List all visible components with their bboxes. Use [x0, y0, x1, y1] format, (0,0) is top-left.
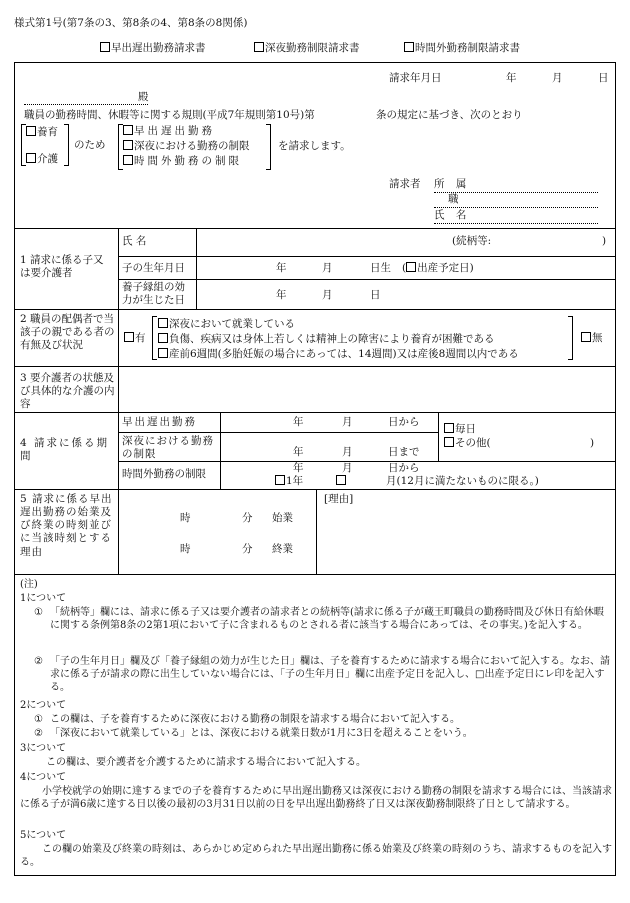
- divider: [118, 256, 616, 257]
- checkbox[interactable]: [581, 332, 591, 342]
- divider: [220, 412, 221, 489]
- section5-heading: 5 請求に係る早出遅出勤務の始業及び終業の時刻並びに当該時刻とする理由: [20, 493, 113, 558]
- checkbox[interactable]: [123, 155, 133, 165]
- adoption-date-label: 養子縁組の効力が生じた日: [122, 281, 185, 307]
- end-minute[interactable]: 分: [242, 543, 253, 555]
- divider: [14, 366, 616, 367]
- period-start-year[interactable]: 年: [293, 416, 304, 428]
- measure-option-early-late[interactable]: 早出遅出勤務: [123, 125, 215, 138]
- note2b-text: 「深夜において就業している」とは、深夜における就業日数が1月に3日を超えることをいう。: [50, 728, 473, 739]
- section1-heading: 1 請求に係る子又は要介護者: [20, 254, 104, 280]
- form-frame: [14, 62, 616, 876]
- note2a-mark: ①: [34, 714, 43, 725]
- checkbox[interactable]: [100, 42, 110, 52]
- request-date-year[interactable]: 年: [506, 72, 517, 84]
- divider: [118, 279, 616, 280]
- basis-text-continued: 条の規定に基づき、次のとおり: [376, 109, 523, 121]
- request-type-early-late[interactable]: 早出遅出勤務請求書: [100, 42, 206, 55]
- overtime-start-year[interactable]: 年: [293, 462, 304, 474]
- divider: [118, 366, 119, 412]
- position-label: 職: [448, 193, 459, 205]
- divider: [118, 412, 119, 489]
- divider: [14, 489, 616, 490]
- section1-name-label: 氏 名: [122, 235, 147, 247]
- note4-heading: 4について: [20, 772, 67, 783]
- overtime-start-month[interactable]: 月: [342, 462, 353, 474]
- period-row-early-late: 早出遅出勤務: [122, 416, 197, 428]
- addressee-line[interactable]: [24, 104, 148, 105]
- affiliation-label: 所 属: [434, 178, 471, 190]
- spouse-condition-maternity[interactable]: 産前6週間(多胎妊娠の場合にあっては、14週間)又は産後8週間以内である: [158, 348, 519, 361]
- note1b-mark: ②: [34, 656, 43, 667]
- end-hour[interactable]: 時: [180, 543, 191, 555]
- divider: [118, 309, 119, 366]
- note2a-text: この欄は、子を養育するために深夜における勤務の制限を請求する場合において記入する。: [50, 714, 460, 725]
- divider: [118, 228, 119, 309]
- overtime-start-from: 日から: [388, 462, 420, 474]
- divider: [14, 412, 616, 413]
- period-end-year[interactable]: 年: [293, 446, 304, 458]
- note3-text: この欄は、要介護者を介護するために請求する場合において記入する。: [46, 757, 366, 768]
- checkbox[interactable]: [404, 42, 414, 52]
- spouse-condition-disability[interactable]: 負傷、疾病又は身体上若しくは精神上の障害により養育が困難である: [158, 333, 495, 346]
- start-minute[interactable]: 分: [242, 512, 253, 524]
- checkbox[interactable]: [254, 42, 264, 52]
- checkbox[interactable]: [406, 262, 416, 272]
- note3-heading: 3について: [20, 743, 67, 754]
- request-date-label: 請求年月日: [389, 72, 442, 84]
- relation-label: (続柄等:: [452, 235, 492, 247]
- divider: [14, 228, 616, 229]
- checkbox[interactable]: [158, 318, 168, 328]
- note2-heading: 2について: [20, 700, 67, 711]
- birth-year[interactable]: 年: [276, 262, 287, 274]
- notes-title: (注): [20, 579, 38, 590]
- period-end-month[interactable]: 月: [342, 446, 353, 458]
- divider: [118, 432, 438, 433]
- nursing-detail-field[interactable]: [122, 370, 612, 408]
- divider: [196, 228, 197, 309]
- divider: [14, 574, 616, 575]
- checkbox[interactable]: [124, 332, 134, 342]
- note5-text: この欄の始業及び終業の時刻は、あらかじめ定められた早出遅出勤務に係る始業及び終業の時刻のうち、請求するものを記入する。: [20, 844, 612, 869]
- addressee-suffix: 殿: [138, 91, 149, 103]
- checkbox[interactable]: [26, 126, 36, 136]
- checkbox[interactable]: [26, 153, 36, 163]
- note4-text: 小学校就学の始期に達するまでの子を養育するために早出遅出勤務又は深夜における勤務の制限を請求する場合には、当該請求に係る子が満6歳に達する日以後の最初の3月31日以前の日を早出遅出勤務終了日又は深夜勤務制限終了日として請求する。: [20, 786, 612, 811]
- checkbox[interactable]: [158, 348, 168, 358]
- note1a-mark: ①: [34, 607, 43, 618]
- birth-month[interactable]: 月: [322, 262, 333, 274]
- request-type-overtime[interactable]: 時間外勤務制限請求書: [404, 42, 520, 55]
- conditions-bracket-left: [152, 316, 157, 360]
- measure-bracket-right: [266, 124, 271, 170]
- section4-heading: 4 請求に係る期間: [20, 437, 110, 463]
- every-day-option[interactable]: 毎日: [444, 423, 476, 436]
- measure-option-overtime[interactable]: 時間外勤務の制限: [123, 155, 242, 168]
- other-option[interactable]: その他(: [444, 437, 491, 450]
- section3-heading: 3 要介護者の状態及び具体的な介護の内容: [20, 372, 115, 411]
- divider: [316, 489, 317, 574]
- overtime-one-year-option[interactable]: 1年: [275, 475, 303, 488]
- measure-option-night[interactable]: 深夜における勤務の制限: [123, 140, 250, 153]
- adoption-month[interactable]: 月: [322, 289, 333, 301]
- period-row-night: 深夜における勤務の制限: [122, 435, 214, 461]
- checkbox[interactable]: [336, 475, 346, 485]
- due-date-option[interactable]: ( 出産予定日): [402, 262, 474, 274]
- section2-heading: 2 職員の配偶者で当該子の親である者の有無及び状況: [20, 313, 115, 352]
- period-start-from: 日から: [388, 416, 420, 428]
- checkbox[interactable]: [123, 125, 133, 135]
- adoption-day[interactable]: 日: [370, 289, 381, 301]
- adoption-year[interactable]: 年: [276, 289, 287, 301]
- note5-heading: 5について: [20, 830, 67, 841]
- spouse-no-option[interactable]: 無: [581, 332, 603, 345]
- basis-text: 職員の勤務時間、休暇等に関する規則(平成7年規則第10号)第: [24, 109, 315, 121]
- birth-day[interactable]: 日生: [370, 262, 391, 274]
- period-start-month[interactable]: 月: [342, 416, 353, 428]
- request-date-day[interactable]: 日: [598, 72, 609, 84]
- request-closing: を請求します。: [278, 140, 351, 152]
- note1-heading: 1について: [20, 593, 67, 604]
- start-label: 始業: [272, 512, 293, 524]
- other-close: ): [590, 437, 595, 449]
- spouse-yes-option[interactable]: 有: [124, 332, 146, 345]
- requester-label: 請求者: [389, 178, 421, 190]
- note1a-text: 「続柄等」欄には、請求に係る子又は要介護者の請求者との続柄等(請求に係る子が蔵王町職員の勤務時間及び休日有給休暇に関する条例第8条の2第1項において子に含まれるものとされる者に該当する場合にあっては、その事実。)を記入する。: [50, 607, 604, 632]
- checkbox[interactable]: [123, 140, 133, 150]
- divider: [14, 309, 616, 310]
- note1b-text: 「子の生年月日」欄及び「養子縁組の効力が生じた日」欄は、子を養育するために請求する場合において記入する。なお、請求に係る子が請求の際に出生していない場合には、「子の生年月日」欄に出産予定日を記入し、□出産予定日にレ印を記入する。: [50, 656, 610, 694]
- purpose-option-nursing[interactable]: 介護: [26, 153, 58, 166]
- birth-date-label: 子の生年月日: [122, 262, 185, 274]
- period-end-until: 日まで: [388, 446, 420, 458]
- overtime-months-note: 月(12月に満たないものに限る。): [386, 475, 539, 487]
- divider: [438, 412, 439, 461]
- checkbox[interactable]: [275, 475, 285, 485]
- form-number: 様式第1号(第7条の3、第8条の4、第8条の8関係): [14, 17, 248, 29]
- purpose-for-label: のため: [74, 139, 106, 151]
- checkbox[interactable]: [158, 333, 168, 343]
- name-line[interactable]: [434, 223, 598, 224]
- divider: [118, 489, 119, 574]
- purpose-bracket-right: [64, 124, 69, 166]
- spouse-condition-night-work[interactable]: 深夜において就業している: [158, 318, 295, 331]
- position-line[interactable]: [434, 207, 598, 208]
- request-date-month[interactable]: 月: [552, 72, 563, 84]
- period-row-overtime: 時間外勤務の制限: [122, 468, 206, 480]
- name-label: 氏 名: [434, 209, 471, 221]
- relation-close: ): [602, 235, 607, 247]
- end-label: 終業: [272, 543, 293, 555]
- reason-label: [理由]: [324, 493, 354, 505]
- overtime-months-option[interactable]: [336, 475, 347, 488]
- checkbox[interactable]: [444, 437, 454, 447]
- start-hour[interactable]: 時: [180, 512, 191, 524]
- note2b-mark: ②: [34, 728, 43, 739]
- purpose-option-childcare[interactable]: 養育: [26, 126, 58, 139]
- conditions-bracket-right: [568, 316, 573, 360]
- checkbox[interactable]: [444, 423, 454, 433]
- request-type-night[interactable]: 深夜勤務制限請求書: [254, 42, 360, 55]
